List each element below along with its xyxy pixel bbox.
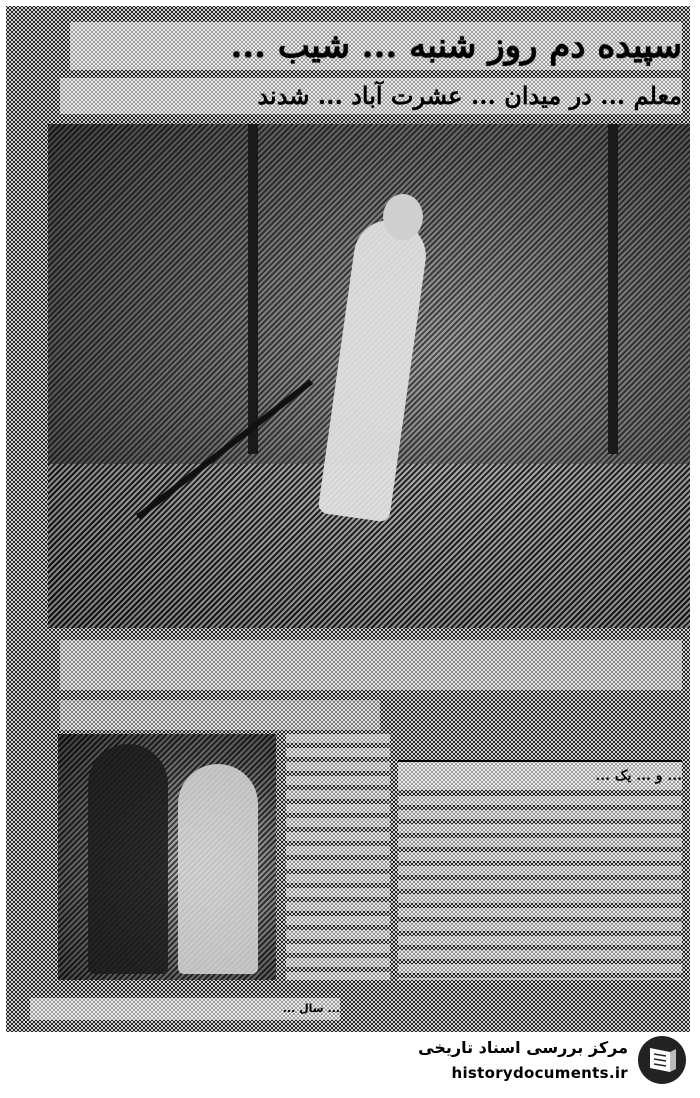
photo-caption xyxy=(60,640,682,690)
article-subheadline: معلم ... در میدان ... عشرت آباد ... شدند xyxy=(60,78,682,114)
photo-person xyxy=(178,764,258,974)
body-text-column xyxy=(398,796,682,980)
watermark-name: مرکز بررسی اسناد تاریخی xyxy=(418,1038,628,1057)
watermark xyxy=(398,1032,688,1090)
photo-post xyxy=(608,124,618,454)
article-headline: سپیده دم روز شنبه ... شیب ... xyxy=(70,22,682,70)
photo-person xyxy=(88,744,168,974)
photo-figure-head xyxy=(383,194,423,240)
body-text-block xyxy=(60,700,380,730)
photo-post xyxy=(248,124,258,454)
body-text-column xyxy=(286,734,390,980)
secondary-photo xyxy=(58,734,276,980)
watermark-url: historydocuments.ir xyxy=(451,1064,628,1082)
archive-logo-icon xyxy=(636,1034,688,1086)
column-subheadline: ... و ... یک ... xyxy=(398,760,682,790)
dateline: ... سال ... xyxy=(30,998,340,1020)
main-photo xyxy=(48,124,690,628)
